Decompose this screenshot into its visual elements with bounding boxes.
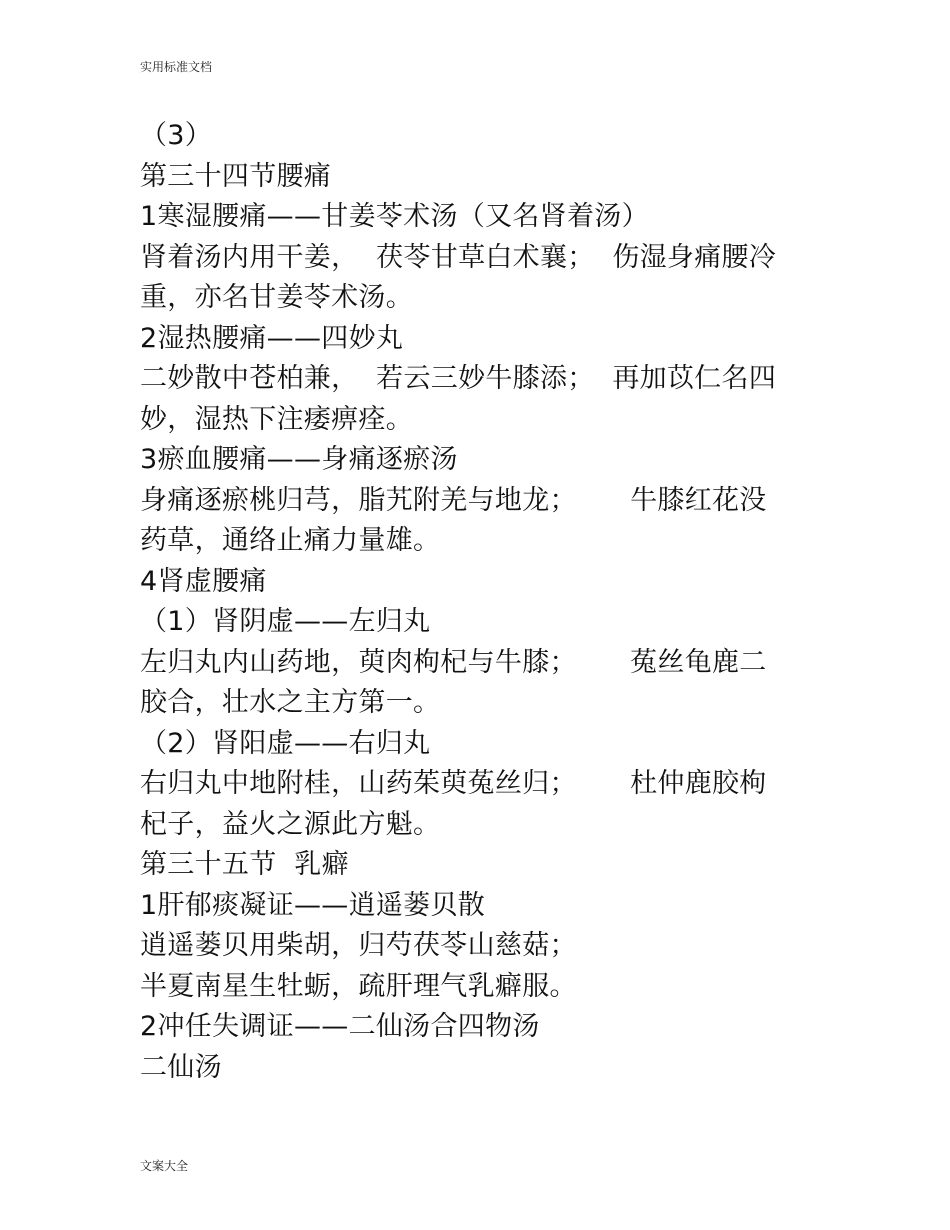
subsection-heading: 1肝郁痰凝证——逍遥蒌贝散: [140, 889, 486, 921]
subsection-heading: 3瘀血腰痛——身痛逐瘀汤: [140, 444, 458, 475]
document-body: [140, 116, 820, 1088]
subsection-heading: 4肾虚腰痛: [140, 565, 267, 597]
text-line: 二仙汤: [140, 1051, 222, 1083]
verse-line: 半夏南星生牡蛎，疏肝理气乳癖服。: [140, 970, 577, 1002]
subsection-heading: 2湿热腰痛——四妙丸: [140, 322, 404, 354]
verse-line: 杞子，益火之源此方魁。: [140, 808, 441, 840]
subsection-heading: 2冲任失调证——二仙汤合四物汤: [140, 1011, 540, 1042]
section-number: （3）: [140, 120, 213, 151]
verse-line: 妙，湿热下注痿痹痊。: [140, 403, 413, 435]
page-footer: 文案大全: [140, 1159, 189, 1173]
verse-line: 身痛逐瘀桃归芎，脂艽附羌与地龙； 牛膝红花没: [140, 484, 767, 516]
verse-line: 重，亦名甘姜苓术汤。: [140, 282, 413, 313]
section-heading: 第三十四节腰痛: [140, 160, 332, 192]
verse-line: 肾着汤内用干姜， 茯苓甘草白术襄； 伤湿身痛腰冷: [140, 241, 777, 273]
verse-line: 二妙散中苍柏兼， 若云三妙牛膝添； 再加苡仁名四: [140, 363, 777, 394]
sub-item-heading: （2）肾阳虚——右归丸: [140, 727, 431, 759]
verse-line: 逍遥蒌贝用柴胡，归芍茯苓山慈菇；: [140, 930, 577, 961]
verse-line: 左归丸内山药地，萸肉枸杞与牛膝； 菟丝龟鹿二: [140, 646, 767, 678]
verse-line: 右归丸中地附桂，山药茱萸菟丝归； 杜仲鹿胶枸: [140, 768, 767, 799]
page-header: 实用标准文档: [140, 60, 213, 74]
verse-line: 胶合，壮水之主方第一。: [140, 687, 441, 718]
sub-item-heading: （1）肾阴虚——左归丸: [140, 606, 431, 637]
section-heading: 第三十五节 乳癖: [140, 849, 349, 880]
verse-line: 药草，通络止痛力量雄。: [140, 525, 441, 556]
subsection-heading: 1寒湿腰痛——甘姜苓术汤（又名肾着汤）: [140, 201, 649, 232]
